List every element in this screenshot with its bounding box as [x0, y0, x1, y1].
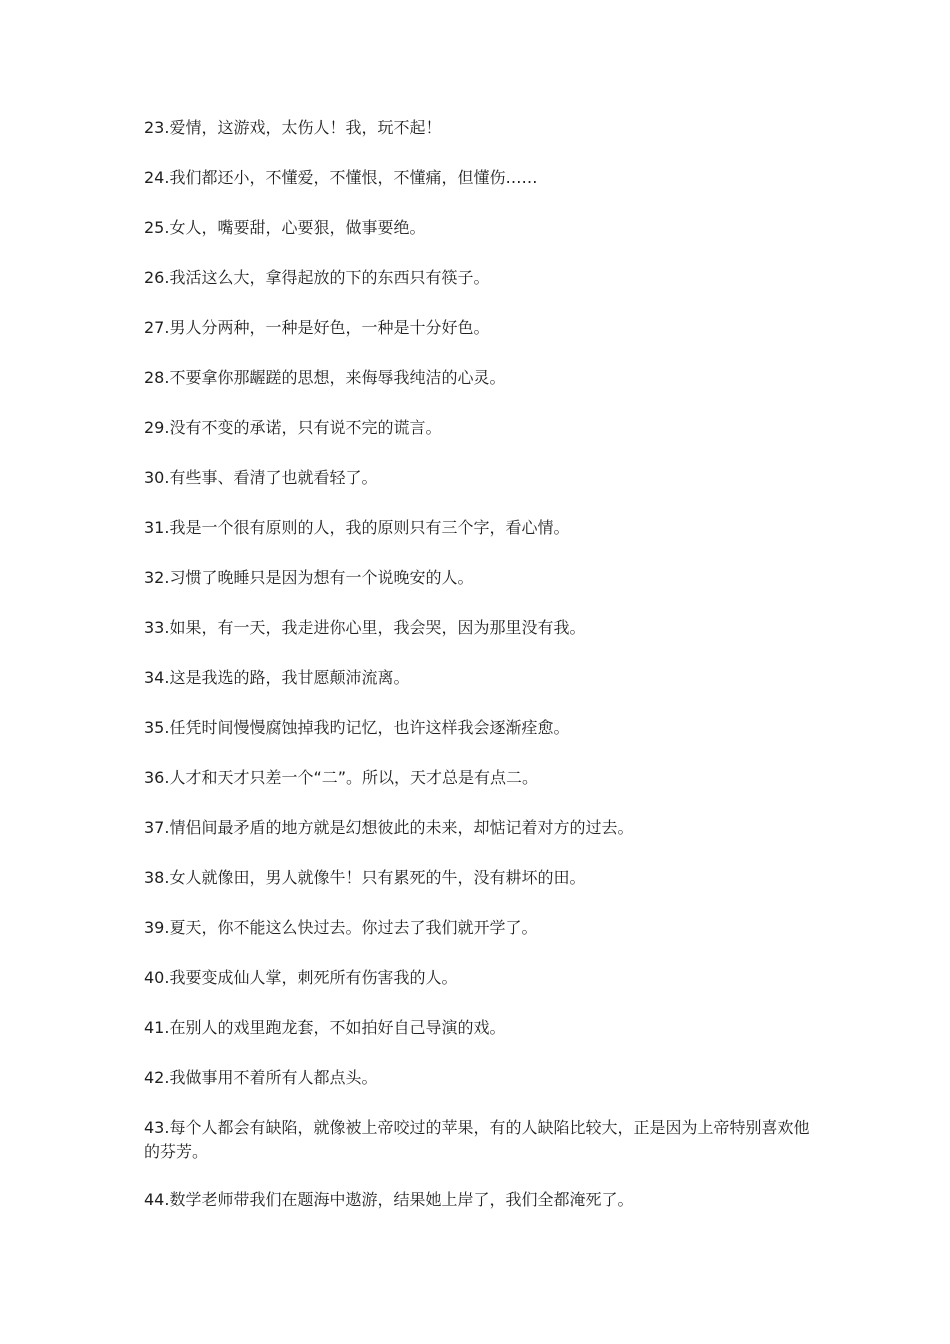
quote-24: 24.我们都还小，不懂爱，不懂恨，不懂痛，但懂伤……	[144, 168, 538, 187]
quote-44: 44.数学老师带我们在题海中遨游，结果她上岸了，我们全都淹死了。	[144, 1190, 634, 1209]
quote-32: 32.习惯了晚睡只是因为想有一个说晚安的人。	[144, 568, 474, 587]
quote-23: 23.爱情，这游戏，太伤人！我，玩不起！	[144, 118, 442, 137]
quote-25: 25.女人，嘴要甜，心要狠，做事要绝。	[144, 218, 426, 237]
quote-40: 40.我要变成仙人掌，刺死所有伤害我的人。	[144, 968, 458, 987]
quote-35: 35.任凭时间慢慢腐蚀掉我旳记忆，也许这样我会逐渐痊愈。	[144, 718, 570, 737]
quote-36: 36.人才和天才只差一个“二”。所以，天才总是有点二。	[144, 768, 539, 787]
quote-42: 42.我做事用不着所有人都点头。	[144, 1068, 378, 1087]
quote-41: 41.在别人的戏里跑龙套，不如拍好自己导演的戏。	[144, 1018, 506, 1037]
quote-38: 38.女人就像田，男人就像牛！只有累死的牛，没有耕坏的田。	[144, 868, 586, 887]
quote-29: 29.没有不变的承诺，只有说不完的谎言。	[144, 418, 442, 437]
quote-list	[144, 116, 814, 1238]
quote-27: 27.男人分两种，一种是好色，一种是十分好色。	[144, 318, 490, 337]
quote-37: 37.情侣间最矛盾的地方就是幻想彼此的未来，却惦记着对方的过去。	[144, 818, 634, 837]
quote-33: 33.如果，有一天，我走进你心里，我会哭，因为那里没有我。	[144, 618, 586, 637]
quote-39: 39.夏天，你不能这么快过去。你过去了我们就开学了。	[144, 918, 538, 937]
quote-26: 26.我活这么大，拿得起放的下的东西只有筷子。	[144, 268, 490, 287]
quote-34: 34.这是我选的路，我甘愿颠沛流离。	[144, 668, 410, 687]
quote-28: 28.不要拿你那龌蹉的思想，来侮辱我纯洁的心灵。	[144, 368, 506, 387]
quote-31: 31.我是一个很有原则的人，我的原则只有三个字，看心情。	[144, 518, 570, 537]
quote-30: 30.有些事、看清了也就看轻了。	[144, 468, 378, 487]
quote-43: 43.每个人都会有缺陷，就像被上帝咬过的苹果，有的人缺陷比较大，正是因为上帝特别喜欢他的芬芳。	[144, 1118, 810, 1161]
